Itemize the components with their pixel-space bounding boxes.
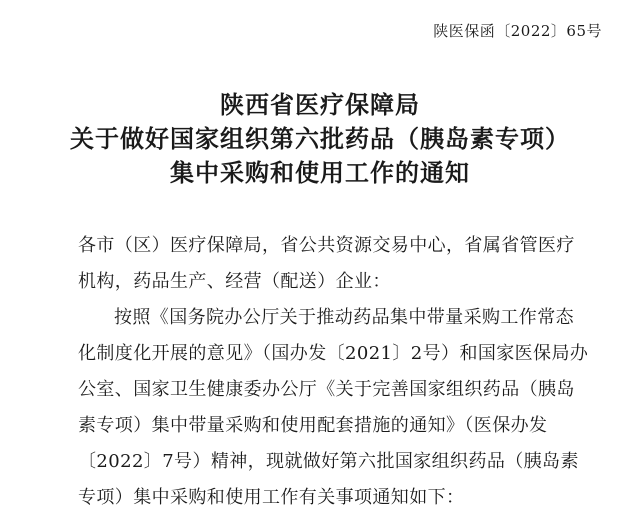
paragraph-line: 按照《国务院办公厅关于推动药品集中带量采购工作常态 <box>114 307 574 328</box>
addressee-line: 各市（区）医疗保障局，省公共资源交易中心，省属省管医疗 <box>78 235 575 256</box>
paragraph-line: 专项）集中采购和使用工作有关事项通知如下： <box>78 487 465 508</box>
addressee-line: 机构，药品生产、经营（配送）企业： <box>78 271 391 292</box>
paragraph-line: 化制度化开展的意见》（国办发〔2021〕2号）和国家医保局办 <box>78 343 589 364</box>
document-body <box>78 228 606 516</box>
document-number: 陕医保函〔2022〕65号 <box>433 22 602 40</box>
paragraph-line: 〔2022〕7号）精神，现就做好第六批国家组织药品（胰岛素 <box>78 451 579 472</box>
title-line-subject: 关于做好国家组织第六批药品（胰岛素专项） <box>70 125 570 153</box>
paragraph-line: 公室、国家卫生健康委办公厅《关于完善国家组织药品（胰岛 <box>78 379 575 400</box>
title-line-topic: 集中采购和使用工作的通知 <box>170 159 470 187</box>
document-title <box>0 88 640 190</box>
title-line-issuer: 陕西省医疗保障局 <box>220 91 420 119</box>
paragraph-line: 素专项）集中带量采购和使用配套措施的通知》（医保办发 <box>78 415 548 436</box>
